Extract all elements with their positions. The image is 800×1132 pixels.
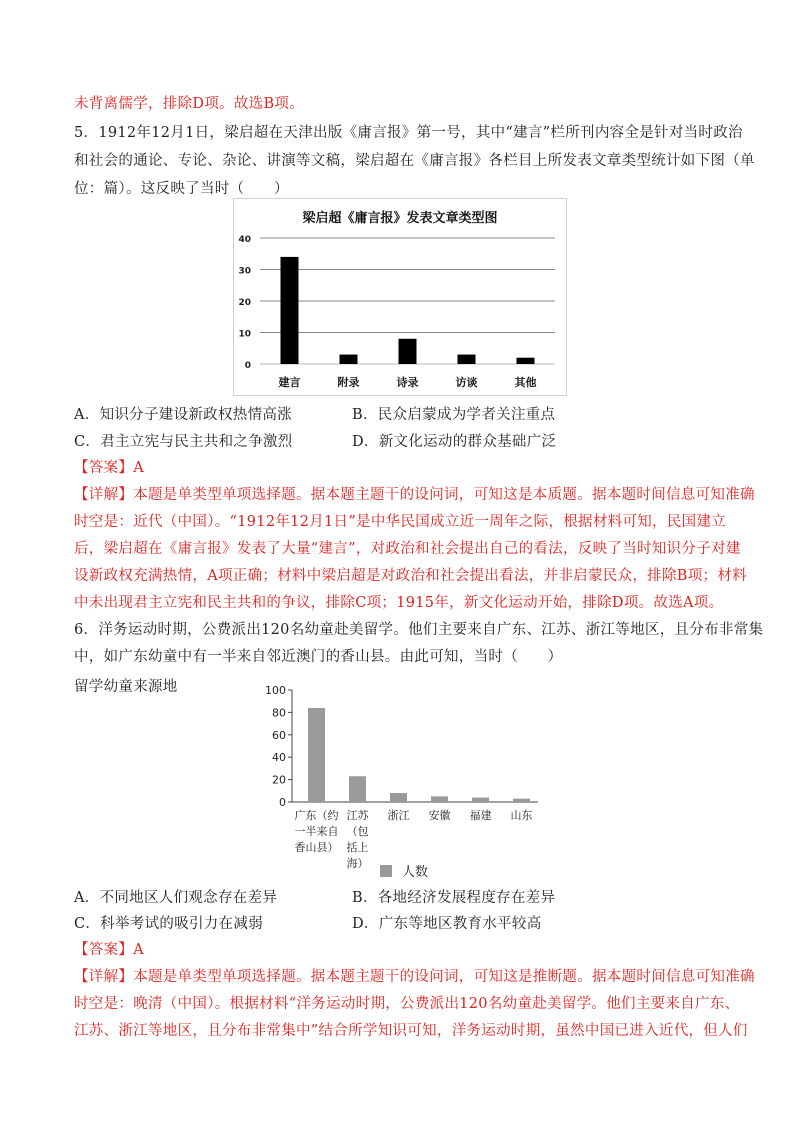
x-tick-label: 浙江 xyxy=(387,809,410,822)
q5-stem-line-2: 和社会的通论、专论、杂论、讲演等文稿，梁启超在《庸言报》各栏目上所发表文章类型统计如下图（单 xyxy=(74,153,755,169)
q5-answer: 【答案】A xyxy=(74,460,144,476)
bar xyxy=(349,776,366,802)
q6-option-a[interactable]: A．不同地区人们观念存在差异 xyxy=(74,890,278,906)
q5-explain-line: 设新政权充满热情，A项正确；材料中梁启超是对政治和社会提出看法，并非启蒙民众，排除B项；材料 xyxy=(74,568,747,584)
y-tick-label: 40 xyxy=(272,751,286,765)
bar xyxy=(390,793,407,802)
q5-explain-line: 【详解】本题是单类型单项选择题。据本题主题干的设问词，可知这是本质题。据本题时间信息可知准确 xyxy=(74,487,755,503)
q6-chart-caption: 留学幼童来源地 xyxy=(74,679,178,695)
bar xyxy=(308,708,325,802)
bar xyxy=(399,339,417,364)
x-tick-label: 其他 xyxy=(514,376,537,389)
bar xyxy=(431,796,448,802)
q6-option-c[interactable]: C．科举考试的吸引力在减弱 xyxy=(74,916,263,932)
bar xyxy=(340,355,358,364)
q5-stem-line-3: 位：篇）。这反映了当时（ ） xyxy=(74,181,289,197)
q6-stem-line-1: 6．洋务运动时期，公费派出120名幼童赴美留学。他们主要来自广东、江苏、浙江等地区，且分布非常集 xyxy=(74,622,764,638)
y-tick-label: 60 xyxy=(272,728,286,742)
q5-option-d[interactable]: D．新文化运动的群众基础广泛 xyxy=(352,434,557,450)
q6-explain-line: 【详解】本题是单类型单项选择题。据本题主题干的设问词，可知这是推断题。据本题时间信息可知准确 xyxy=(74,969,755,985)
y-tick-label: 20 xyxy=(272,773,286,787)
chart-title: 梁启超《庸言报》发表文章类型图 xyxy=(302,211,498,226)
y-tick-label: 30 xyxy=(238,266,251,277)
y-tick-label: 0 xyxy=(244,361,251,371)
q5-chart xyxy=(233,198,567,396)
y-tick-label: 40 xyxy=(238,235,251,245)
y-tick-label: 100 xyxy=(265,684,286,697)
bar xyxy=(517,358,535,364)
q6-stem-line-2: 中，如广东幼童中有一半来自邻近澳门的香山县。由此可知，当时（ ） xyxy=(74,649,563,665)
legend-label: 人数 xyxy=(402,865,429,880)
bar xyxy=(281,257,299,364)
bar xyxy=(513,799,530,802)
x-tick-label: 附录 xyxy=(337,376,360,389)
y-tick-label: 20 xyxy=(238,298,251,308)
prev-explain-end: 未背离儒学，排除D项。故选B项。 xyxy=(74,96,305,112)
q6-option-d[interactable]: D．广东等地区教育水平较高 xyxy=(352,916,542,932)
x-tick-label: 广东（约一半来自香山县） xyxy=(294,809,339,854)
q5-option-b[interactable]: B．民众启蒙成为学者关注重点 xyxy=(352,407,556,423)
x-tick-label: 山东 xyxy=(510,809,533,822)
y-tick-label: 10 xyxy=(238,329,251,340)
q6-answer: 【答案】A xyxy=(74,942,144,958)
q5-option-c[interactable]: C．君主立宪与民主共和之争激烈 xyxy=(74,434,293,450)
bar xyxy=(472,798,489,802)
bar xyxy=(458,355,476,364)
x-tick-label: 诗录 xyxy=(396,376,419,389)
y-tick-label: 80 xyxy=(272,706,286,720)
legend-swatch xyxy=(380,865,392,877)
q6-explain-line: 江苏、浙江等地区，且分布非常集中”结合所学知识可知，洋务运动时期，虽然中国已进入近代，但人们 xyxy=(74,1023,748,1039)
x-tick-label: 建言 xyxy=(278,376,301,389)
x-tick-label: 江苏（包括上海） xyxy=(346,809,369,870)
q5-explain-line: 中未出现君主立宪和民主共和的争议，排除C项；1915年，新文化运动开始，排除D项。故选A项。 xyxy=(74,595,724,611)
y-tick-label: 0 xyxy=(279,796,286,809)
x-tick-label: 访谈 xyxy=(455,376,478,389)
q5-option-a[interactable]: A．知识分子建设新政权热情高涨 xyxy=(74,407,292,423)
q6-option-b[interactable]: B．各地经济发展程度存在差异 xyxy=(352,890,556,906)
q6-explain-line: 时空是：晚清（中国）。根据材料“洋务运动时期，公费派出120名幼童赴美留学。他们主要来自广东、 xyxy=(74,996,740,1012)
q5-stem-line-1: 5．1912年12月1日，梁启超在天津出版《庸言报》第一号，其中“建言”栏所刊内容全是针对当时政治 xyxy=(74,125,743,141)
x-tick-label: 福建 xyxy=(469,809,492,822)
q5-explain-line: 后，梁启超在《庸言报》发表了大量“建言”，对政治和社会提出自己的看法，反映了当时知识分子对建 xyxy=(74,541,741,557)
q5-explain-line: 时空是：近代（中国）。“1912年12月1日”是中华民国成立近一周年之际，根据材料可知，民国建立 xyxy=(74,514,727,530)
x-tick-label: 安徽 xyxy=(428,809,451,822)
q6-chart xyxy=(262,682,552,882)
